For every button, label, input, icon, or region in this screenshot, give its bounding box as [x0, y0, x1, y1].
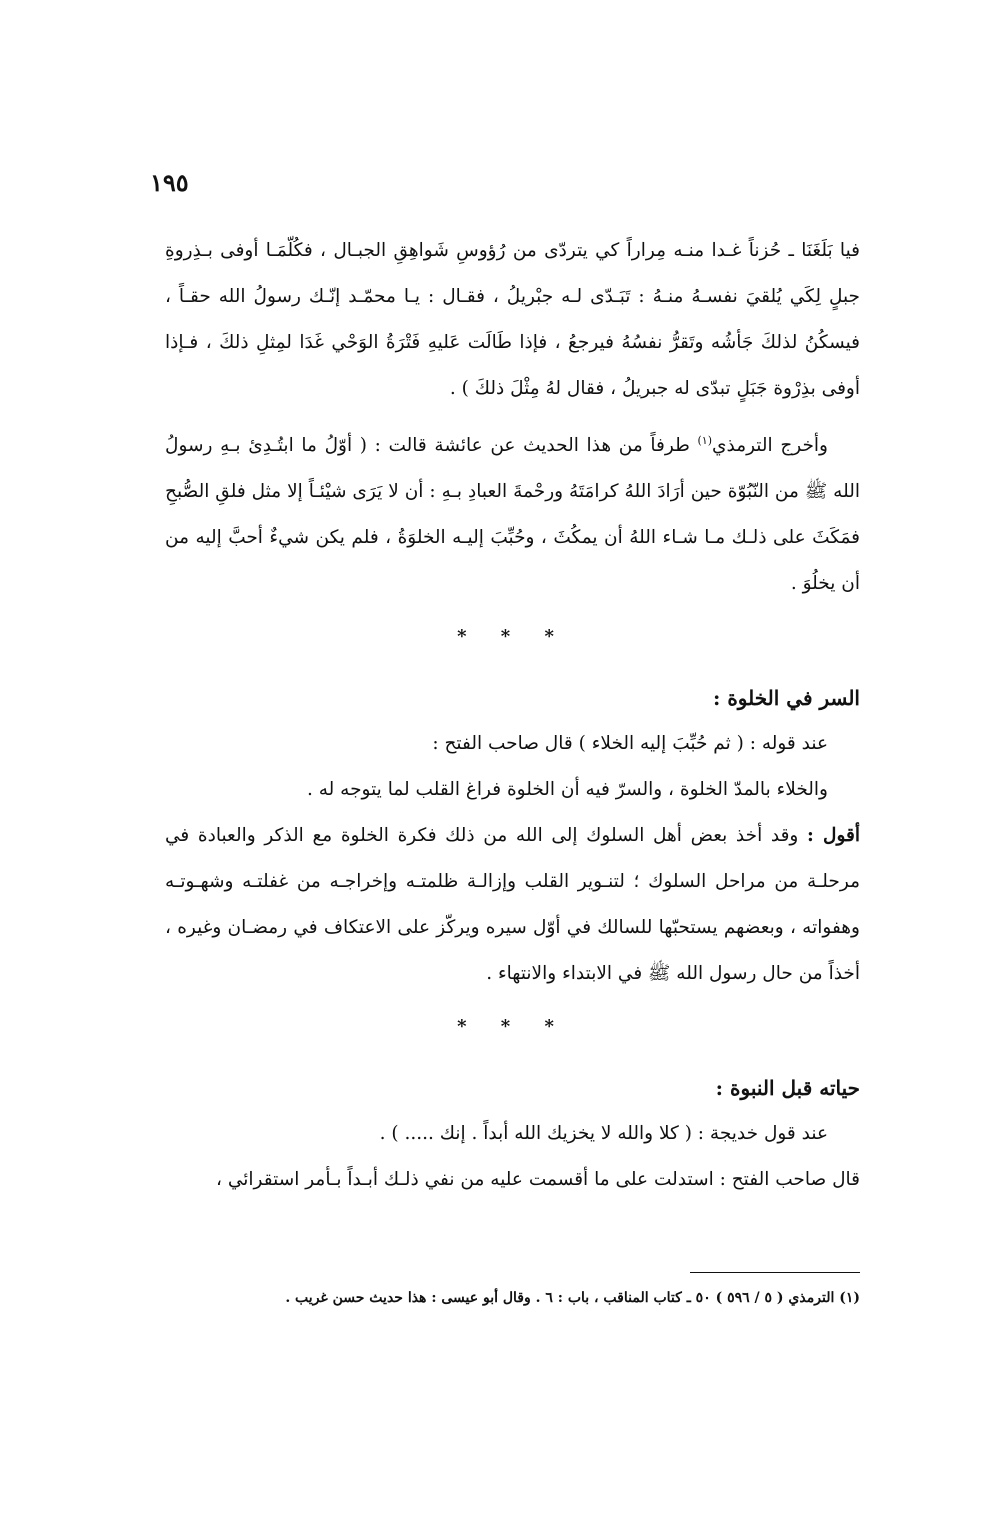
paragraph-1: فيا بَلَغَنَا ـ حُزناً غـدا منـه مِراراً كي يتردّى من رُؤوسِ شَواهِقِ الجبـال ، فكُلّمَـا أوفى بـذِروةِ جبلٍ لِكَي يُلقيَ نفسـهُ منـهُ : تَبَـدّى لـه جبْريلُ ، فقـال : يـا محمّـد إنّـك رسولُ الله حقـاً ، فيسكُنُ لذلكَ جَأشُه وتَقرُّ نفسُهُ فيرجعُ ، فإذا طَالَت عَليهِ فَتْرَةُ الوَحْي غَدَا لمِثلِ ذلكَ ، فـإذا أوفى بذِرْوة جَبَلٍ تبدّى له جبريلُ ، فقال لهُ مِثْلَ ذلكَ ) . — [165, 240, 860, 399]
paragraph-2-rest: طرفاً من هذا الحديث عن عائشة قالت : ( أوّلُ ما ابتُـدِئ بـهِ رسولُ الله ﷺ من النّبُوّة حين أرَادَ اللهُ كرامَتَهُ ورحْمةَ العبادِ بـهِ : أن لا يَرَى شيْئـاً إلا مثل فلقِ الصُّبحِ فمَكَثَ على ذلـك مـا شـاء اللهُ أن يمكُثَ ، وحُبِّبَ إليـه الخلوَةُ ، فلم يكن شيءٌ أحبَّ إليه من أن يخلُوَ . — [165, 435, 860, 595]
paragraph-5-lead: أقول : — [806, 825, 860, 847]
section-heading-life-before-prophethood: حياته قبل النبوة : — [715, 1076, 860, 1101]
paragraph-7: قال صاحب الفتح : استدلت على ما أقسمت عليه من نفي ذلـك أبـداً بـأمر استقرائي ، — [215, 1169, 860, 1191]
paragraph-2 — [165, 418, 860, 607]
section-divider: * * * — [457, 1016, 568, 1038]
paragraph-4: والخلاء بالمدّ الخلوة ، والسرّ فيه أن الخلوة فراغ القلب لما يتوجه له . — [306, 779, 828, 801]
footnote-divider — [690, 1272, 860, 1273]
section-divider: * * * — [457, 626, 568, 648]
paragraph-5 — [165, 813, 860, 997]
footnote-ref: (١) — [697, 434, 712, 447]
paragraph-6: عند قول خديجة : ( كلا والله لا يخزيك الله أبداً . إنك ..... ) . — [379, 1123, 828, 1145]
page-number: ١٩٥ — [150, 168, 189, 197]
footnote: (١) الترمذي ( ٥ / ٥٩٦ ) ٥٠ ـ كتاب المناقب ، باب : ٦ . وقال أبو عيسى : هذا حديث حسن غريب . — [285, 1290, 860, 1306]
paragraph-2-start: وأخرج الترمذي — [712, 435, 828, 457]
section-heading-seclusion: السر في الخلوة : — [712, 686, 860, 711]
paragraph-3: عند قوله : ( ثم حُبِّبَ إليه الخلاء ) قال صاحب الفتح : — [432, 733, 828, 755]
paragraph-5-text: وقد أخذ بعض أهل السلوك إلى الله من ذلك فكرة الخلوة مع الذكر والعبادة في مرحلـة من مراحل السلوك ؛ لتنـوير القلب وإزالـة ظلمتـه وإخراجـه من غفلتـه وشهـوتـه وهفواته ، وبعضهم يستحبّها للسالك في أوّل سيره ويركّز على الاعتكاف في رمضـان وغيره ، أخذاً من حال رسول الله ﷺ في الابتداء والانتهاء . — [165, 825, 860, 985]
page-body — [165, 228, 860, 1203]
